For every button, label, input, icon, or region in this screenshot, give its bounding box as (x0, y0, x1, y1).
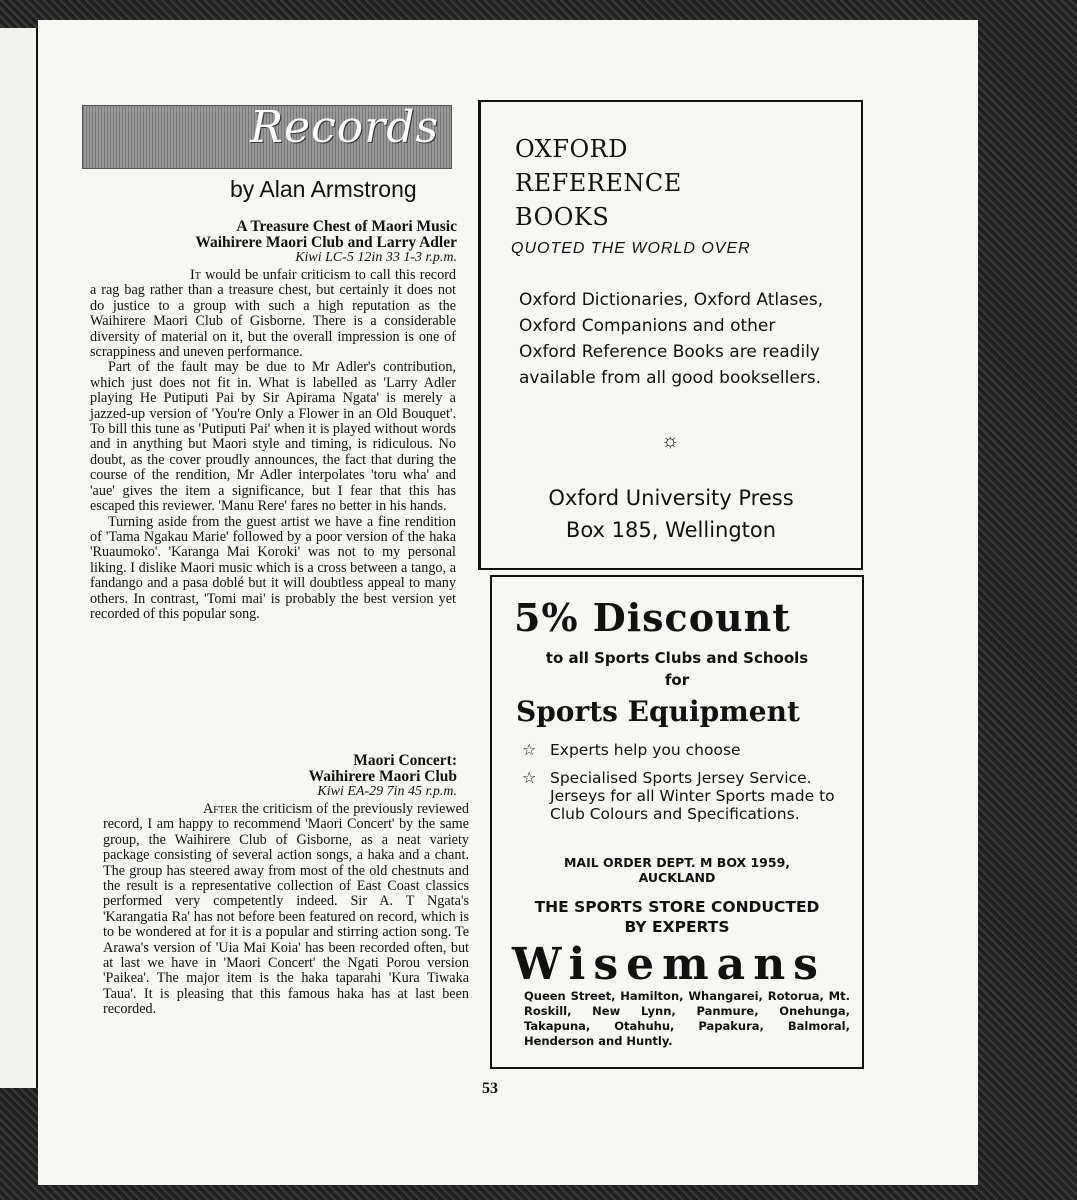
bullet-text-1: Experts help you choose (550, 741, 741, 759)
list-item (522, 741, 852, 759)
oxford-ad-press (481, 482, 861, 546)
oxford-ad-tagline: QUOTED THE WORLD OVER (511, 240, 751, 257)
clubs-line (492, 647, 862, 691)
star-icon: ☆ (522, 740, 537, 759)
review2-catalog: Kiwi EA-29 7in 45 r.p.m. (317, 784, 457, 799)
section-title: Records (250, 102, 440, 153)
review1-body (90, 268, 456, 622)
clubs-line-1: to all Sports Clubs and Schools (545, 649, 809, 667)
service-list (522, 741, 852, 833)
oxford-ad-title (515, 132, 682, 234)
store-slogan (492, 897, 862, 937)
wisemans-logo: Wisemans (512, 939, 826, 990)
review1-title-line2: Waihirere Maori Club and Larry Adler (195, 234, 457, 251)
ornament-icon: ☼ (661, 430, 680, 452)
oxford-ad-body: Oxford Dictionaries, Oxford Atlases, Oxford Companions and other Oxford Reference Books are readily available from all good booksellers. (519, 290, 824, 388)
store-slogan-line1: THE SPORTS STORE CONDUCTED (534, 898, 820, 916)
review1-paragraph-3: Turning aside from the guest artist we have a fine rendition of 'Tama Ngakau Marie' followed by a poor version of the haka 'Ruaumoko'. 'Karanga Mai Koroki' was not to my personal liking. I dislike Maori music which is a cross between a tango, a fandango and a pasa doblé but it will doubtless appeal to many others. In contrast, 'Tomi mai' is probably the best version yet recorded of this popular song. (90, 513, 456, 622)
oxford-ad-press-line2: Box 185, Wellington (565, 518, 777, 542)
mail-order-line1: MAIL ORDER DEPT. M BOX 1959, (563, 855, 791, 870)
facing-page-edge (0, 28, 38, 1088)
star-icon: ☆ (522, 768, 537, 787)
store-slogan-line2: BY EXPERTS (624, 918, 730, 936)
review2-title-line2: Waihirere Maori Club (308, 768, 457, 785)
sports-equipment-headline: Sports Equipment (516, 695, 800, 728)
store-locations: Queen Street, Hamilton, Whangarei, Rotorua, Mt. Roskill, New Lynn, Panmure, Onehunga, Takapuna, Otahuhu, Papakura, Balmoral, Henderson and Huntly. (524, 989, 850, 1048)
oxford-ad-title-line1: OXFORD (515, 135, 628, 163)
mail-order-info (492, 855, 862, 885)
mail-order-line2: AUCKLAND (638, 870, 716, 885)
page-number: 53 (482, 1080, 498, 1097)
wisemans-advertisement (490, 575, 864, 1069)
review2-body (103, 802, 469, 1018)
oxford-ad-press-line1: Oxford University Press (548, 486, 794, 510)
bullet-text-2: Specialised Sports Jersey Service. Jerseys for all Winter Sports made to Club Colours and Specifications. (550, 769, 835, 823)
review1-paragraph-1: would be unfair criticism to call this record a rag bag rather than a treasure chest, but certainly it does not do justice to a group with such a high reputation as the Waihirere Maori Club of Gisborne. There is a considerable diversity of material on it, but the overall impression is one of scrappiness and uneven performance. (90, 267, 457, 361)
clubs-line-2: for (664, 671, 690, 689)
review1-paragraph-2: Part of the fault may be due to Mr Adler's contribution, which just does not fit in. What is labelled as 'Larry Adler playing He Putiputi Pai by Sir Apirama Ngata' is merely a jazzed-up version of 'You're Only a Flower in an Old Bouquet'. To bill this tune as 'Putiputi Pai' when it is played without words and in anything but Maori style and timing, is ridiculous. No doubt, as the cover proudly announces, the fact that during the course of the rendition, Mr Adler interpolates 'toru wha' and 'aue' gives the item a significance, but I fear that this has escaped this reviewer. 'Manu Rere' fares no better in his hands. (90, 359, 456, 515)
oxford-ad-title-line3: BOOKS (515, 203, 610, 231)
review1-title-line1: A Treasure Chest of Maori Music (236, 218, 457, 235)
review2-paragraph-1: the criticism of the previously reviewed record, I am happy to recommend 'Maori Concert' by the same group, the Waihirere Club of Gisborne, as a neat variety package consisting of several action songs, a haka and a chant. The group has steered away from most of the old chestnuts and the result is a representative collection of East Coast classics performed very competently indeed. Sir A. T Ngata's 'Karangatia Ra' has not before been featured on record, which is to be wondered at for it is a popular and stirring action song. Te Arawa's version of 'Uia Mai Koia' has been recorded often, but at last we have in 'Maori Concert' the Ngati Porou version 'Paikea'. The major item is the haka taparahi 'Kura Tiwaka Taua'. It is pleasing that this famous haka has at last been recorded. (103, 801, 470, 1018)
byline: by Alan Armstrong (230, 176, 417, 202)
review2-title-line1: Maori Concert: (353, 752, 457, 769)
review2-dropcap: After (203, 801, 238, 817)
discount-headline: 5% Discount (514, 595, 791, 640)
review1-dropcap: It (190, 267, 201, 283)
list-item (522, 769, 852, 823)
review1-catalog: Kiwi LC-5 12in 33 1-3 r.p.m. (295, 250, 457, 265)
oxford-advertisement (478, 100, 863, 570)
oxford-ad-title-line2: REFERENCE (515, 169, 682, 197)
